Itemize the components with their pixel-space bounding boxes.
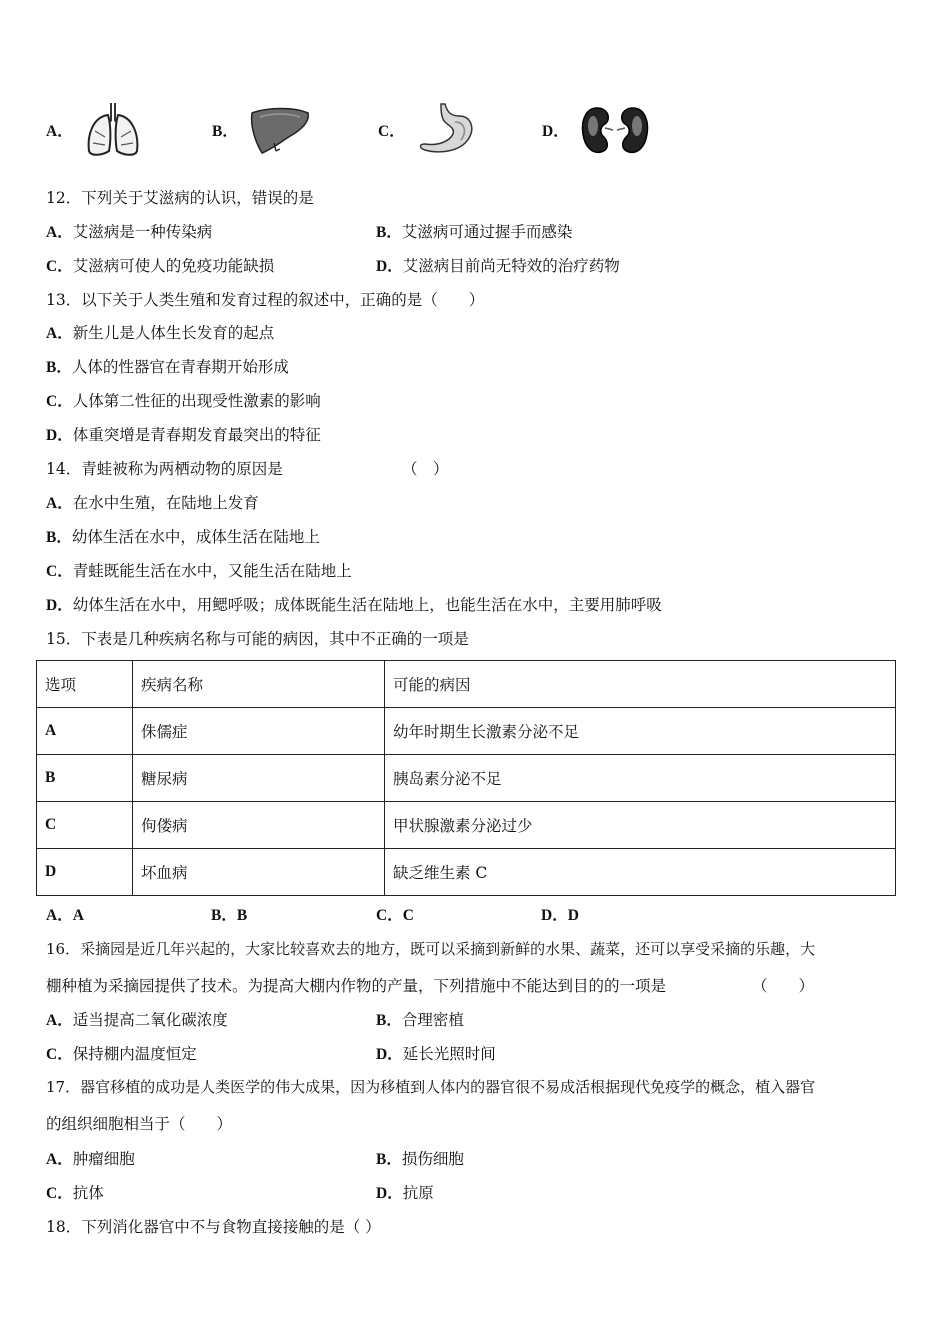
q11-option-a[interactable]: [46, 100, 143, 160]
q17-option-a[interactable]: A．肿瘤细胞: [46, 1150, 135, 1168]
q12-option-d[interactable]: D．艾滋病目前尚无特效的治疗药物: [376, 257, 620, 275]
q14-option-d[interactable]: D．幼体生活在水中，用鳃呼吸；成体既能生活在陆地上，也能生活在水中，主要用肺呼吸: [46, 596, 662, 614]
q15-stem: 15．下表是几种疾病名称与可能的病因，其中不正确的一项是: [46, 630, 469, 648]
q13-option-c[interactable]: C．人体第二性征的出现受性激素的影响: [46, 392, 321, 410]
q16-answer-paren: （ ）: [752, 977, 815, 995]
kidneys-icon: [579, 104, 651, 156]
table-header: 可能的病因: [385, 661, 896, 708]
q14-option-a[interactable]: A．在水中生殖，在陆地上发育: [46, 494, 259, 512]
q11-option-c[interactable]: [378, 100, 479, 160]
q17-option-b[interactable]: B．损伤细胞: [376, 1150, 464, 1168]
q11-option-b[interactable]: [212, 100, 312, 160]
q17-option-d[interactable]: D．抗原: [376, 1184, 434, 1202]
table-cell: A: [37, 708, 133, 755]
table-cell: D: [37, 849, 133, 896]
table-cell: 侏儒症: [133, 708, 385, 755]
q13-stem: 13．以下关于人类生殖和发育过程的叙述中，正确的是（ ）: [46, 291, 485, 309]
lungs-icon: [83, 101, 143, 159]
q16-option-b[interactable]: B．合理密植: [376, 1011, 464, 1029]
q15-option-b[interactable]: B．B: [211, 907, 248, 924]
q11-options: [46, 100, 686, 160]
q17-stem-line2: 的组织细胞相当于（ ）: [46, 1115, 233, 1133]
q14-option-c[interactable]: C．青蛙既能生活在水中，又能生活在陆地上: [46, 562, 352, 580]
q12-option-a[interactable]: A．艾滋病是一种传染病: [46, 223, 213, 241]
option-label: B．: [212, 123, 238, 140]
q12-option-b[interactable]: B．艾滋病可通过握手而感染: [376, 223, 573, 241]
q12-stem: 12．下列关于艾滋病的认识，错误的是: [46, 189, 314, 207]
q16-option-a[interactable]: A．适当提高二氧化碳浓度: [46, 1011, 228, 1029]
table-row: [37, 802, 896, 849]
q14-option-b[interactable]: B．幼体生活在水中，成体生活在陆地上: [46, 528, 320, 546]
table-cell: B: [37, 755, 133, 802]
table-row: [37, 708, 896, 755]
table-row: [37, 849, 896, 896]
q13-option-b[interactable]: B．人体的性器官在青春期开始形成: [46, 358, 289, 376]
q14-stem: 14．青蛙被称为两栖动物的原因是: [46, 460, 283, 478]
q15-option-c[interactable]: C．C: [376, 907, 414, 924]
table-header-row: [37, 661, 896, 708]
table-cell: 糖尿病: [133, 755, 385, 802]
q13-option-a[interactable]: A．新生儿是人体生长发育的起点: [46, 324, 275, 342]
table-cell: 甲状腺激素分泌过少: [385, 802, 896, 849]
q16-option-c[interactable]: C．保持棚内温度恒定: [46, 1045, 197, 1063]
q15-option-a[interactable]: A．A: [46, 907, 84, 924]
liver-icon: [248, 103, 312, 157]
q17-option-c[interactable]: C．抗体: [46, 1184, 104, 1202]
q16-stem-line1: 16．采摘园是近几年兴起的，大家比较喜欢去的地方，既可以采摘到新鲜的水果、蔬菜，还可以享受采摘的乐趣，大: [46, 940, 816, 958]
table-cell: 坏血病: [133, 849, 385, 896]
disease-table: [36, 660, 896, 896]
table-cell: 缺乏维生素 C: [385, 849, 896, 896]
table-cell: 胰岛素分泌不足: [385, 755, 896, 802]
q12-option-c[interactable]: C．艾滋病可使人的免疫功能缺损: [46, 257, 275, 275]
q15-option-d[interactable]: D．D: [541, 907, 579, 924]
q16-stem-line2: 棚种植为采摘园提供了技术。为提高大棚内作物的产量，下列措施中不能达到目的的一项是: [46, 977, 667, 995]
q14-answer-paren: （ ）: [402, 460, 449, 478]
q17-stem-line1: 17．器官移植的成功是人类医学的伟大成果，因为移植到人体内的器官很不易成活根据现代免疫学的概念，植入器官: [46, 1078, 816, 1096]
stomach-icon: [415, 102, 479, 158]
option-label: A．: [46, 123, 73, 140]
option-label: D．: [542, 123, 569, 140]
table-cell: 幼年时期生长激素分泌不足: [385, 708, 896, 755]
table-cell: 佝偻病: [133, 802, 385, 849]
q13-option-d[interactable]: D．体重突增是青春期发育最突出的特征: [46, 426, 321, 444]
table-row: [37, 755, 896, 802]
q18-stem: 18．下列消化器官中不与食物直接接触的是（ ）: [46, 1218, 381, 1236]
table-header: 疾病名称: [133, 661, 385, 708]
table-cell: C: [37, 802, 133, 849]
q11-option-d[interactable]: [542, 100, 651, 160]
q16-option-d[interactable]: D．延长光照时间: [376, 1045, 496, 1063]
option-label: C．: [378, 123, 405, 140]
table-header: 选项: [37, 661, 133, 708]
